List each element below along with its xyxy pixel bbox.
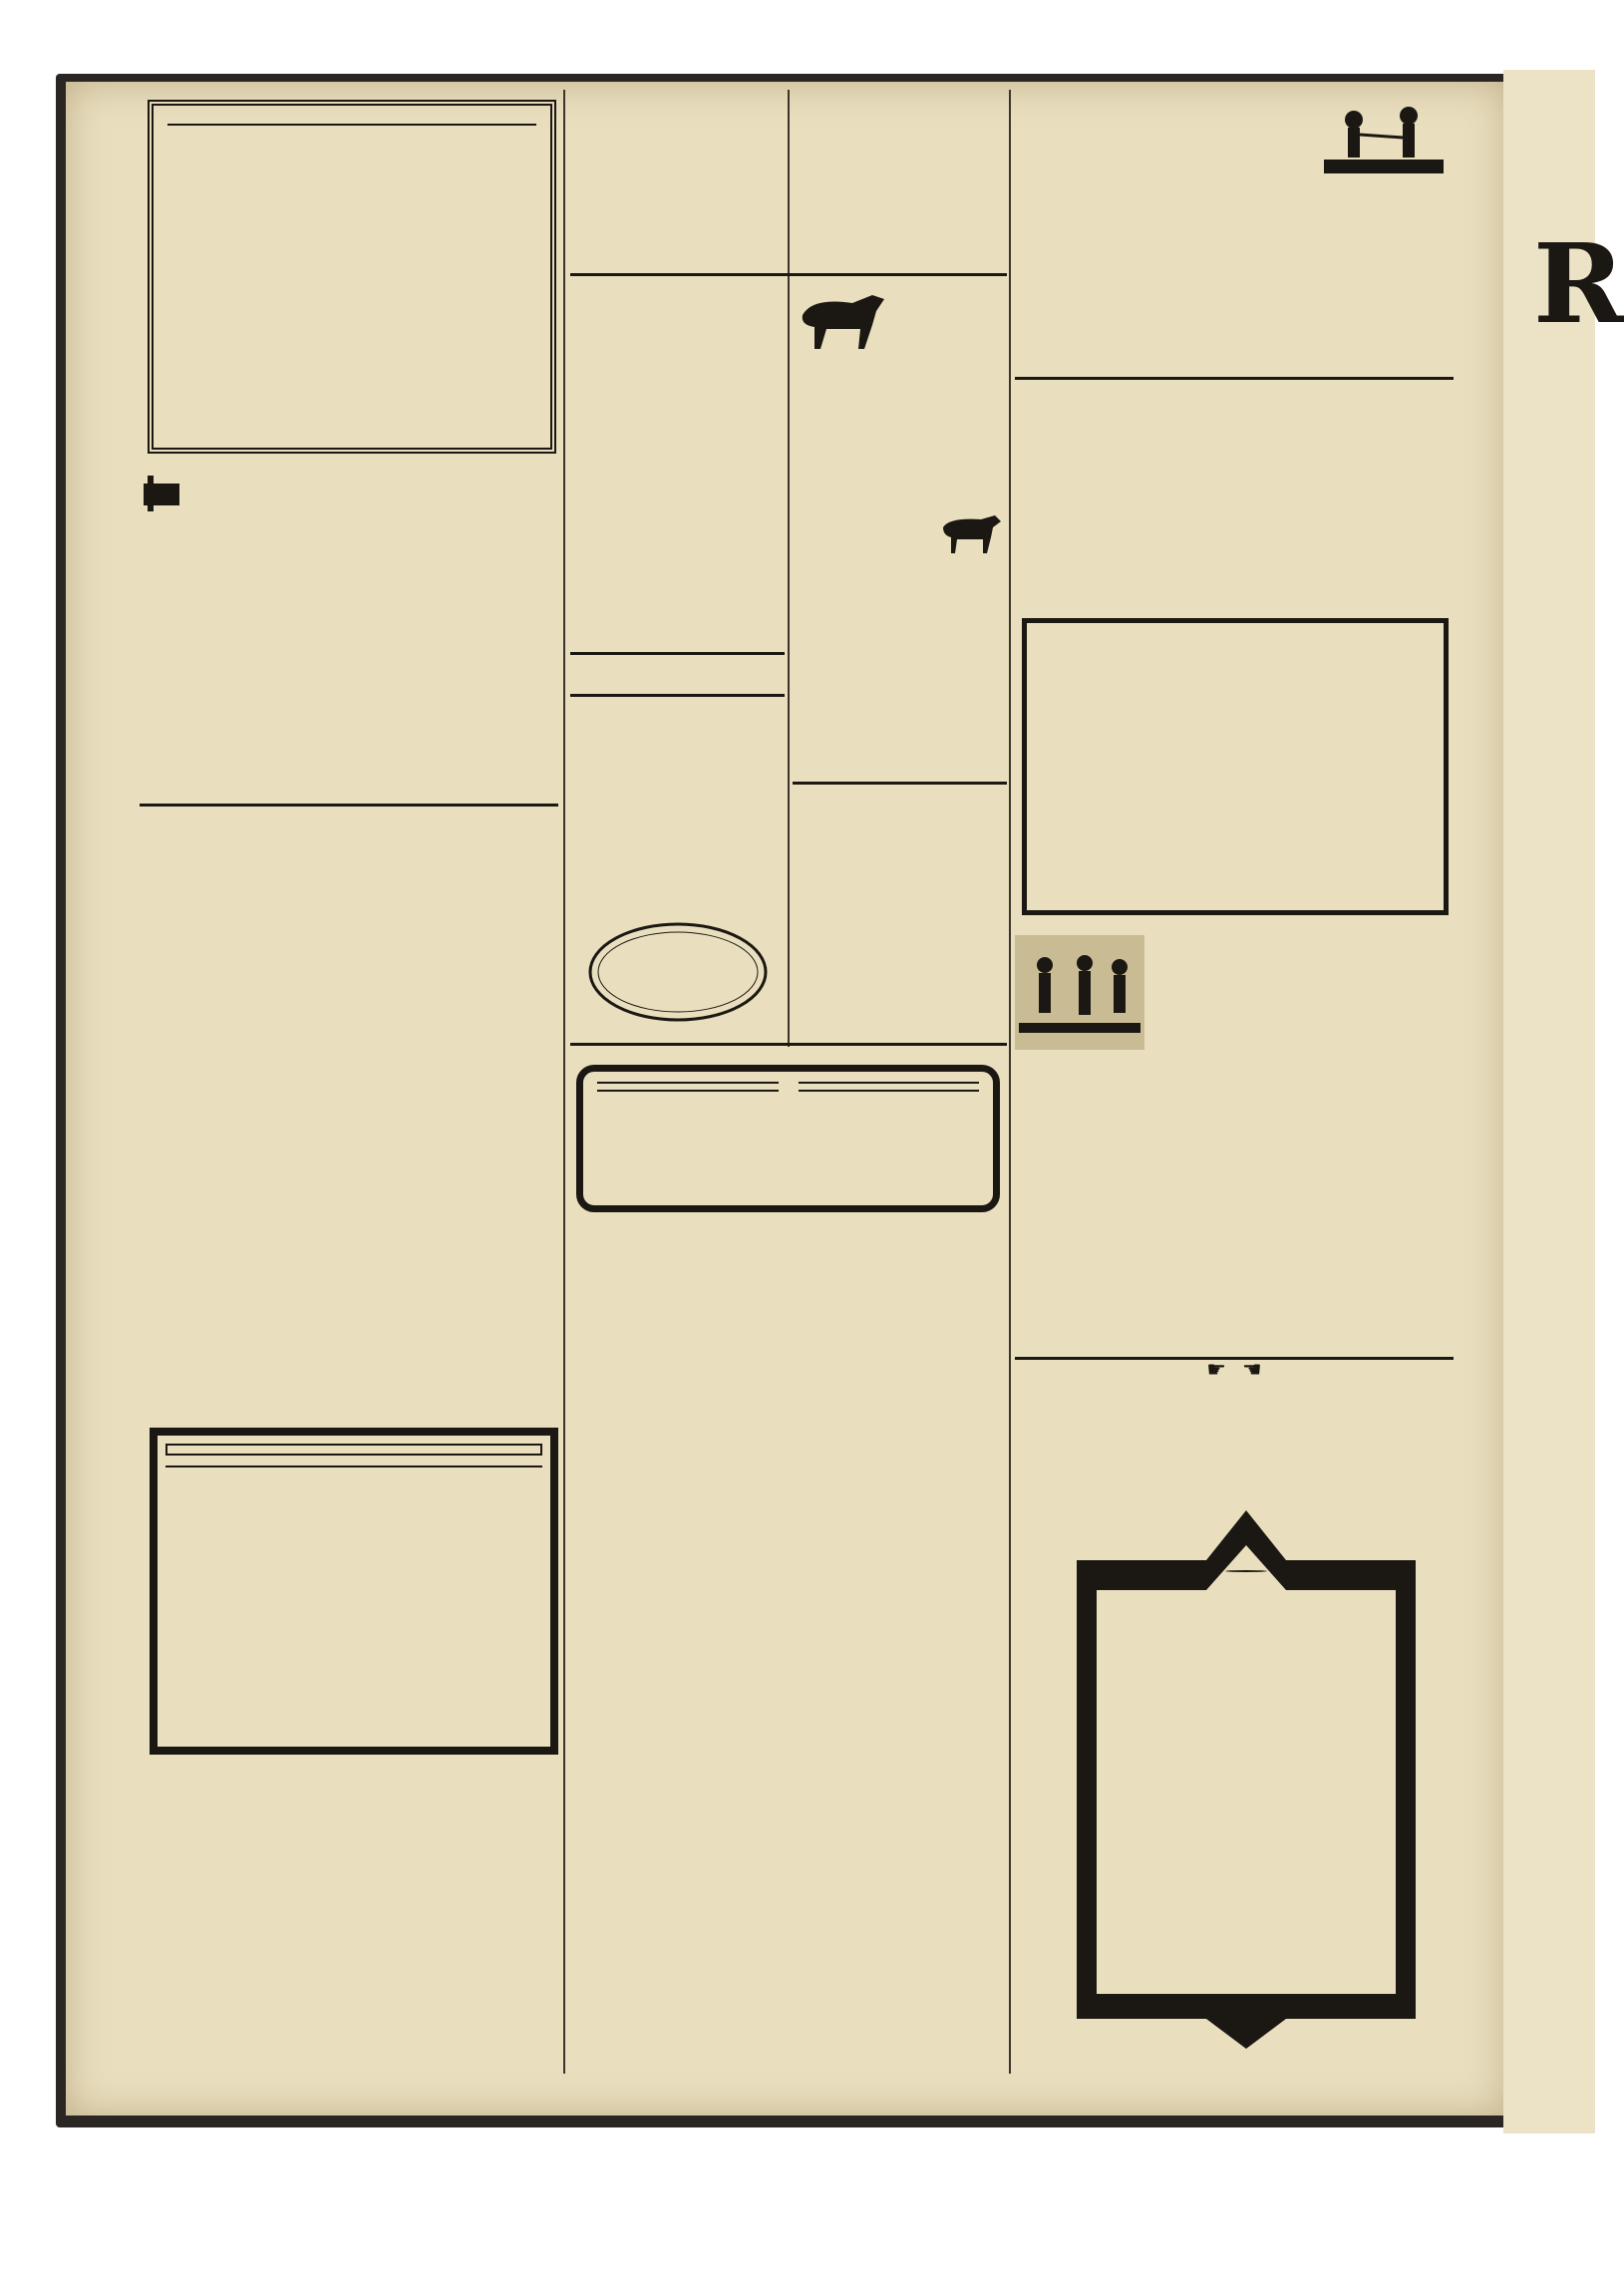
mountain-dot-illustration: [578, 1228, 1002, 1767]
ofa-logo: [1225, 1570, 1267, 1572]
auction-notice: [140, 464, 558, 793]
decorative-border: [1027, 884, 1444, 910]
monte-rosa-text: [578, 1770, 1002, 2069]
stamp-ad: [583, 917, 773, 1027]
timber-auction: [1015, 86, 1454, 365]
furniture-illustration: [140, 474, 189, 513]
pharmacy-ad: [150, 1428, 558, 1755]
lumberjack-illustration: [1314, 90, 1454, 199]
feathers-ad: [793, 86, 1007, 280]
orell-content: [1097, 1570, 1396, 1578]
carters-notice: [140, 1775, 558, 2074]
death-notice: [148, 100, 556, 454]
column-rule: [563, 90, 565, 2074]
orell-fuessli-ad: [1057, 1500, 1436, 2059]
column-rule: [1009, 90, 1011, 2074]
loans-ad: [570, 653, 785, 687]
pointing-hand-icon: ☚: [1242, 1358, 1262, 1383]
wallpaper-ad: [570, 279, 785, 429]
monte-rosa-ad: [578, 1228, 1002, 1767]
decorative-border: [1027, 623, 1444, 649]
flowers-ad: [570, 431, 785, 640]
onions-ad: [570, 696, 785, 900]
for-sale-ad: [793, 503, 1007, 673]
stamp-oval: [583, 917, 773, 1027]
shoes-ad: [1022, 618, 1449, 915]
column-rule: [788, 90, 790, 1047]
dentist-ad: [576, 1065, 1000, 1212]
pharmacy-footer: [165, 1466, 542, 1471]
edge-text: [1535, 429, 1605, 1226]
pointing-hand-icon: ☛: [1206, 1358, 1226, 1383]
masthead-fragment: R: [1533, 219, 1624, 348]
plywood-notice: [1015, 927, 1454, 1346]
potatoes-notice: [1015, 379, 1454, 608]
announcement: [140, 810, 558, 1413]
barn-ad: [570, 86, 785, 280]
horse-illustration: [793, 285, 902, 355]
ox-illustration: [937, 507, 1007, 557]
pharmacy-header: [165, 1444, 542, 1456]
rabbits-ad: [1015, 1358, 1454, 1487]
forest-workers-illustration: [1015, 935, 1144, 1050]
ornamental-frame: [1057, 1500, 1436, 2059]
adjacent-page-edge: [1503, 70, 1624, 2133]
horses-ad: [793, 279, 1007, 489]
handwork-ad: [793, 776, 1007, 1030]
